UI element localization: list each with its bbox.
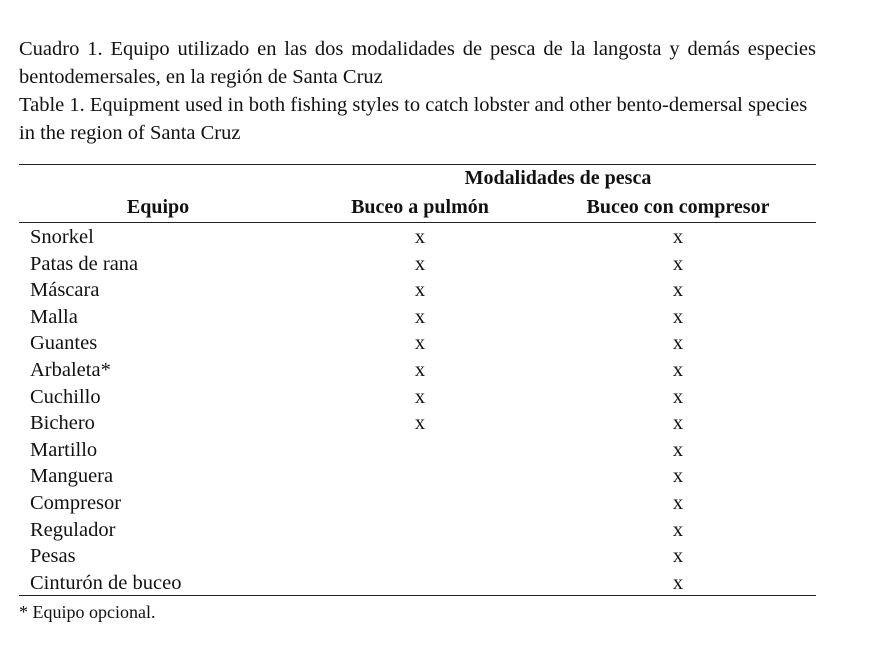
buceo-pulmon-cell xyxy=(300,543,540,570)
buceo-pulmon-cell: x xyxy=(414,305,426,328)
buceo-compresor-cell: x xyxy=(672,518,684,541)
buceo-pulmon-cell: x xyxy=(414,279,426,302)
buceo-pulmon-cell: x xyxy=(414,226,426,248)
buceo-compresor-cell: x xyxy=(672,491,684,514)
buceo-compresor-cell: x xyxy=(672,358,684,381)
table-row xyxy=(19,463,816,490)
caption-english: Table 1. Equipment used in both fishing styles to catch lobster and other bento-demersal species in the region of Santa Cruz xyxy=(19,94,808,144)
equipment-name-cell: Máscara xyxy=(30,279,100,302)
buceo-compresor-cell: x xyxy=(672,385,684,408)
table-row xyxy=(19,277,816,304)
equipment-name-cell: Cinturón de buceo xyxy=(30,571,182,594)
buceo-compresor-cell: x xyxy=(672,305,684,328)
table-row xyxy=(19,543,816,570)
buceo-pulmon-cell: x xyxy=(414,332,426,355)
equipment-name-cell: Cuchillo xyxy=(30,385,101,408)
equipment-name-cell: Snorkel xyxy=(30,226,94,248)
table-row xyxy=(19,517,816,544)
group-header: Modalidades de pesca xyxy=(464,167,652,189)
table-header-rule xyxy=(19,222,816,223)
equipment-name-cell: Guantes xyxy=(30,332,98,355)
caption-spanish: Cuadro 1. Equipo utilizado en las dos modalidades de pesca de la langosta y demás especies bentodemersales, en la región de Santa Cruz xyxy=(19,38,816,88)
buceo-compresor-cell: x xyxy=(672,332,684,355)
buceo-pulmon-cell: x xyxy=(414,385,426,408)
table-body xyxy=(19,224,816,596)
buceo-compresor-cell: x xyxy=(672,465,684,488)
table-row xyxy=(19,490,816,517)
equipment-name-cell: Bichero xyxy=(30,412,95,435)
table-row xyxy=(19,410,816,437)
buceo-compresor-cell: x xyxy=(672,545,684,568)
table-row xyxy=(19,384,816,411)
table-bottom-rule xyxy=(19,595,816,596)
buceo-compresor-cell: x xyxy=(672,226,684,248)
buceo-pulmon-cell xyxy=(300,437,540,464)
column-header-buceo-pulmon: Buceo a pulmón xyxy=(351,196,489,218)
buceo-compresor-cell: x xyxy=(672,571,684,594)
equipment-name-cell: Compresor xyxy=(30,491,122,514)
buceo-pulmon-cell: x xyxy=(414,412,426,435)
equipment-name-cell: Regulador xyxy=(30,518,116,541)
buceo-pulmon-cell xyxy=(300,463,540,490)
table-row xyxy=(19,251,816,278)
table-row xyxy=(19,304,816,331)
table-row xyxy=(19,330,816,357)
buceo-pulmon-cell: x xyxy=(414,252,426,275)
buceo-pulmon-cell xyxy=(300,517,540,544)
buceo-compresor-cell: x xyxy=(672,438,684,461)
equipment-name-cell: Patas de rana xyxy=(30,252,139,275)
buceo-compresor-cell: x xyxy=(672,412,684,435)
buceo-pulmon-cell xyxy=(300,490,540,517)
table-row xyxy=(19,570,816,597)
equipment-name-cell: Pesas xyxy=(30,545,76,568)
footnote: * Equipo opcional. xyxy=(19,602,156,622)
table-row xyxy=(19,224,816,251)
equipment-name-cell: Malla xyxy=(30,305,78,328)
table-row xyxy=(19,437,816,464)
buceo-compresor-cell: x xyxy=(672,252,684,275)
column-header-buceo-compresor: Buceo con compresor xyxy=(586,196,770,218)
equipment-name-cell: Manguera xyxy=(30,465,114,488)
equipment-name-cell: Arbaleta* xyxy=(30,358,111,381)
buceo-pulmon-cell xyxy=(300,570,540,597)
buceo-pulmon-cell: x xyxy=(414,358,426,381)
equipment-name-cell: Martillo xyxy=(30,438,98,461)
buceo-compresor-cell: x xyxy=(672,279,684,302)
column-header-equipo: Equipo xyxy=(126,196,190,218)
table-row xyxy=(19,357,816,384)
